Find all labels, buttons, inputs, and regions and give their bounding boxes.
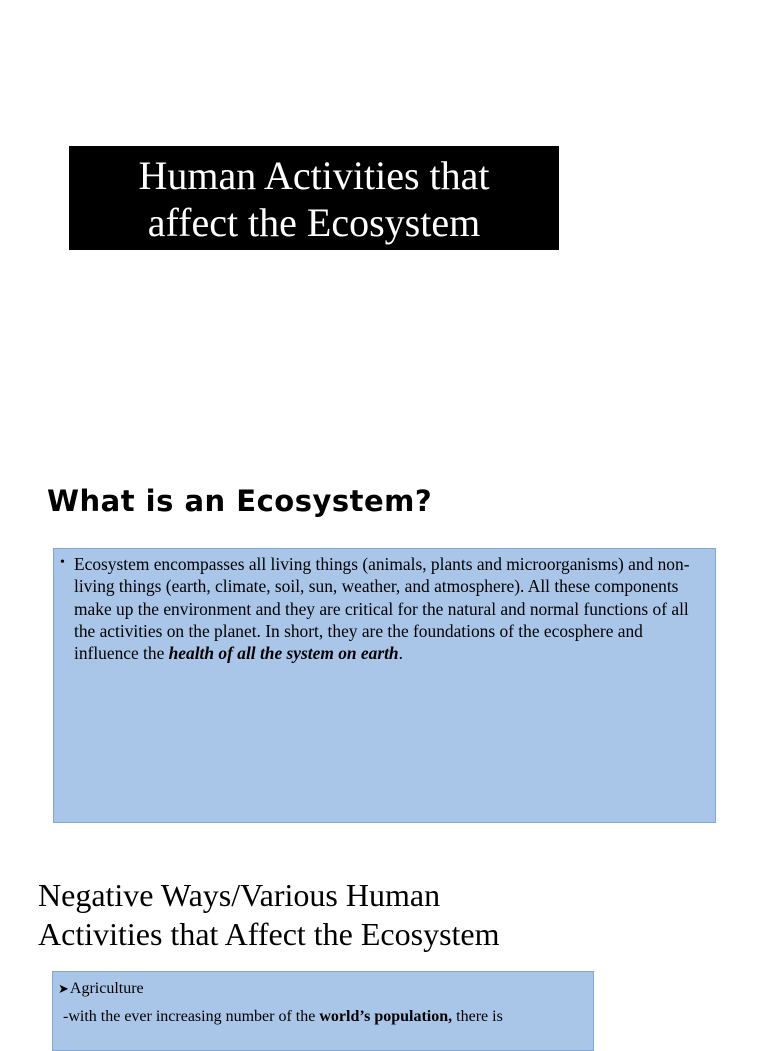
title-banner (69, 146, 559, 250)
bullet-icon: • (60, 555, 65, 570)
content-box (52, 971, 594, 1051)
item-description (58, 1003, 585, 1031)
bullet-body: Ecosystem encompasses all living things (animals, plants and microorganisms) and non-living things (earth, climate, soil, sun, weather, and atmosphere). All these components make up the environment and they are critical for the natural and normal functions of all the activities on the planet. In short, they are the foundations of the ecosphere and influence the (74, 554, 690, 664)
title-line-1: Human Activities that (138, 153, 490, 198)
list-item (58, 975, 585, 1003)
item-text-start: -with the ever increasing number of the (63, 1008, 320, 1025)
item-text-end: there is (452, 1008, 503, 1025)
bullet-emphasis: health of all the system on earth (168, 643, 399, 664)
slide-heading (38, 876, 500, 954)
arrow-bullet-icon: ➤ (58, 981, 69, 996)
bullet-item (60, 553, 701, 664)
slide-ecosystem-definition (0, 430, 768, 850)
slide-negative-ways (0, 850, 768, 1024)
item-label: Agriculture (69, 980, 144, 997)
title-line-2: affect the Ecosystem (147, 200, 481, 245)
heading-line-2: Activities that Affect the Ecosystem (38, 916, 500, 952)
bullet-text (74, 553, 701, 664)
heading-line-1: Negative Ways/Various Human (38, 877, 441, 913)
definition-box (53, 548, 716, 823)
slide-heading: What is an Ecosystem? (47, 484, 433, 518)
bullet-end: . (398, 643, 403, 664)
item-text-bold: world’s population, (319, 1008, 453, 1025)
slide-title (0, 0, 768, 430)
